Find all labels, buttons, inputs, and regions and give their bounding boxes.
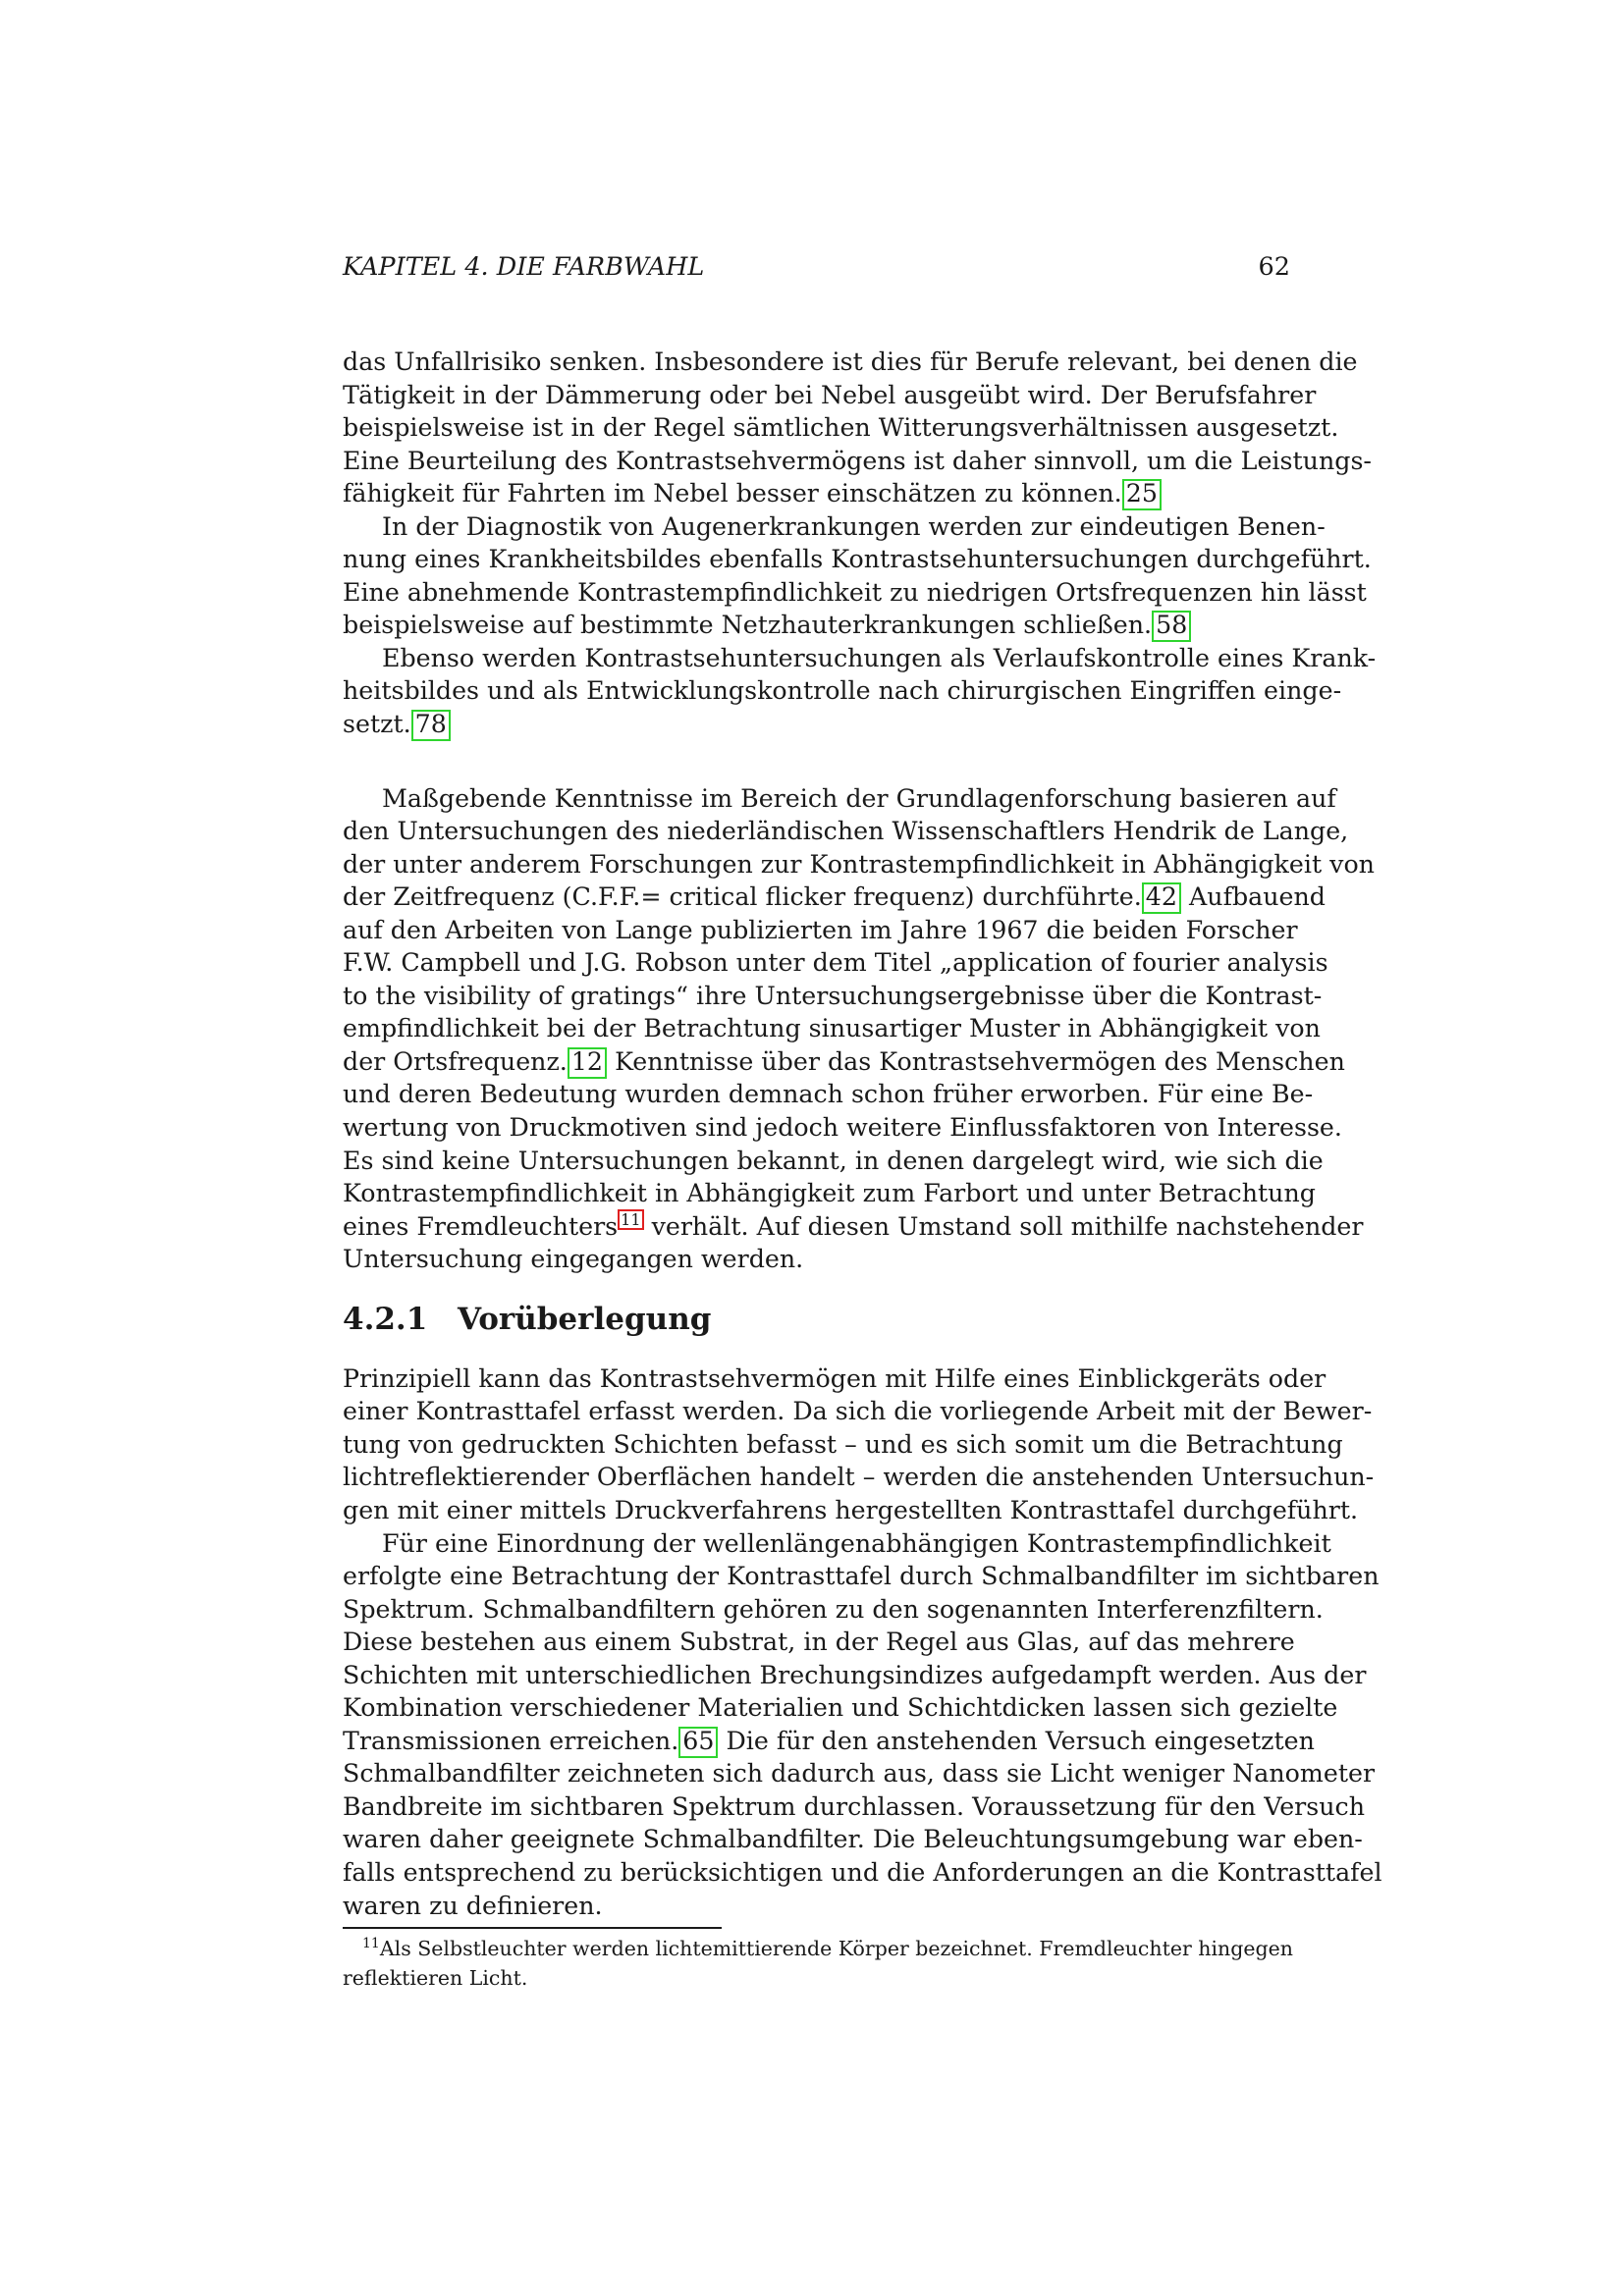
footnote-text-line: reflektieren Licht. — [343, 1966, 528, 1990]
text-line — [343, 1177, 1316, 1210]
footnote-rule — [343, 1927, 722, 1929]
text-line — [343, 445, 1372, 478]
text-segment: der Ortsfrequenz. — [343, 1046, 568, 1076]
footnote-number: 11 — [362, 1936, 380, 1951]
page-number: 62 — [1258, 252, 1290, 282]
text-segment: Eine Beurteilung des Kontrastsehvermögens ist daher sinnvoll, um die Leistungs- — [343, 446, 1372, 475]
text-line — [343, 642, 1377, 675]
citation-link[interactable]: 78 — [411, 710, 451, 741]
text-segment: Bandbreite im sichtbaren Spektrum durchlassen. Voraussetzung für den Versuch — [343, 1791, 1366, 1821]
text-segment: Schmalbandfilter zeichneten sich dadurch aus, dass sie Licht weniger Nanometer — [343, 1759, 1376, 1789]
text-line — [343, 1012, 1321, 1045]
text-line — [343, 1428, 1343, 1462]
text-segment: Aufbauend — [1180, 882, 1326, 912]
text-segment: der unter anderem Forschungen zur Kontrastempfindlichkeit in Abhängigkeit von — [343, 849, 1375, 879]
text-line — [343, 1209, 1364, 1244]
text-segment: Die für den anstehenden Versuch eingesetzten — [718, 1726, 1315, 1755]
text-line — [343, 379, 1317, 412]
text-segment: den Untersuchungen des niederländischen Wissenschaftlers Hendrik de Lange, — [343, 817, 1349, 846]
text-line — [343, 674, 1342, 708]
text-segment: lichtreflektierender Oberflächen handelt – werden die anstehenden Untersuchun- — [343, 1463, 1375, 1492]
paragraph — [343, 642, 1377, 741]
text-line — [343, 708, 1290, 741]
paragraph — [343, 782, 1375, 1276]
citation-link[interactable]: 25 — [1122, 479, 1162, 510]
text-line — [343, 848, 1375, 881]
text-line — [343, 1461, 1375, 1494]
text-segment: Diese bestehen aus einem Substrat, in der Regel aus Glas, auf das mehrere — [343, 1628, 1295, 1657]
text-segment: F.W. Campbell und J.G. Robson unter dem Titel „application of fourier analysis — [343, 948, 1328, 978]
text-segment: Maßgebende Kenntnisse im Bereich der Grundlagenforschung basieren auf — [382, 783, 1336, 813]
text-segment: erfolgte eine Betrachtung der Kontrasttafel durch Schmalbandfilter im sichtbaren — [343, 1562, 1380, 1591]
text-segment: Schichten mit unterschiedlichen Brechungsindizes aufgedampft werden. Aus der — [343, 1660, 1367, 1689]
text-line — [343, 1243, 1290, 1276]
text-segment: beispielsweise ist in der Regel sämtlichen Witterungsverhältnissen ausgesetzt. — [343, 413, 1339, 443]
text-line — [343, 1560, 1380, 1593]
text-segment: Kombination verschiedener Materialien und Schichtdicken lassen sich gezielte — [343, 1693, 1338, 1723]
text-line — [343, 1078, 1314, 1111]
text-segment: to the visibility of gratings“ ihre Untersuchungsergebnisse über die Kontrast- — [343, 981, 1323, 1010]
text-line — [343, 510, 1326, 544]
text-line — [343, 543, 1372, 576]
text-line — [343, 1145, 1324, 1178]
text-line — [343, 980, 1323, 1013]
chapter-title: KAPITEL 4. DIE FARBWAHL — [343, 252, 705, 282]
text-line — [343, 1494, 1359, 1527]
text-line — [343, 1790, 1366, 1824]
body-text — [343, 346, 1382, 1922]
text-line — [343, 1856, 1382, 1890]
section-heading — [343, 1300, 1290, 1345]
text-segment: empfindlichkeit bei der Betrachtung sinusartiger Muster in Abhängigkeit von — [343, 1014, 1321, 1043]
text-line — [343, 815, 1349, 848]
text-segment: beispielsweise auf bestimmte Netzhauterkrankungen schließen. — [343, 611, 1153, 640]
text-segment: Tätigkeit in der Dämmerung oder bei Nebel ausgeübt wird. Der Berufsfahrer — [343, 380, 1317, 409]
footnote — [343, 1936, 1293, 1992]
citation-link[interactable]: 65 — [678, 1727, 718, 1758]
text-segment: einer Kontrasttafel erfasst werden. Da sich die vorliegende Arbeit mit der Bewer- — [343, 1397, 1373, 1426]
footnote-link[interactable]: 11 — [618, 1209, 643, 1230]
text-line — [343, 1725, 1315, 1758]
paragraph-gap — [343, 741, 1290, 782]
text-line — [343, 914, 1298, 947]
text-line — [343, 411, 1339, 445]
paragraph — [343, 510, 1372, 642]
text-line — [343, 782, 1336, 816]
text-segment: heitsbildes und als Entwicklungskontrolle nach chirurgischen Eingriffen einge- — [343, 676, 1342, 706]
text-segment: auf den Arbeiten von Lange publizierten im Jahre 1967 die beiden Forscher — [343, 915, 1298, 944]
citation-link[interactable]: 42 — [1142, 882, 1181, 914]
text-segment: Es sind keine Untersuchungen bekannt, in denen dargelegt wird, wie sich die — [343, 1146, 1324, 1175]
text-line — [343, 1045, 1345, 1079]
text-line — [343, 1527, 1331, 1561]
text-segment: der Zeitfrequenz (C.F.F.= critical flicker frequenz) durchführte. — [343, 882, 1142, 912]
text-segment: waren daher geeignete Schmalbandfilter. Die Beleuchtungsumgebung war eben- — [343, 1825, 1363, 1854]
text-segment: falls entsprechend zu berücksichtigen und die Anforderungen an die Kontrasttafel — [343, 1857, 1382, 1887]
paragraph — [343, 1362, 1375, 1527]
text-line — [343, 1395, 1373, 1428]
section-number: 4.2.1 — [343, 1301, 428, 1337]
citation-link[interactable]: 58 — [1152, 611, 1191, 642]
text-line — [343, 609, 1290, 642]
text-line — [343, 576, 1367, 610]
text-segment: Eine abnehmende Kontrastempfindlichkeit zu niedrigen Ortsfrequenzen hin lässt — [343, 577, 1367, 607]
text-segment: das Unfallrisiko senken. Insbesondere ist dies für Berufe relevant, bei denen die — [343, 347, 1358, 376]
text-segment: gen mit einer mittels Druckverfahrens hergestellten Kontrasttafel durchgeführt. — [343, 1495, 1359, 1524]
text-line — [343, 1626, 1295, 1659]
text-segment: verhält. Auf diesen Umstand soll mithilfe nachstehender — [643, 1211, 1364, 1241]
text-segment: Prinzipiell kann das Kontrastsehvermögen mit Hilfe eines Einblickgeräts oder — [343, 1363, 1326, 1393]
text-line — [343, 1659, 1367, 1692]
text-segment: eines Fremdleuchters — [343, 1211, 619, 1241]
text-line — [343, 1111, 1342, 1145]
text-segment: waren zu definieren. — [343, 1891, 603, 1920]
text-line — [343, 346, 1358, 379]
text-line — [343, 477, 1290, 510]
text-segment: und deren Bedeutung wurden demnach schon früher erworben. Für eine Be- — [343, 1080, 1314, 1109]
text-line — [343, 881, 1326, 914]
paragraph — [343, 1527, 1382, 1923]
text-line — [343, 1757, 1376, 1790]
text-line — [343, 1362, 1326, 1396]
text-segment: Transmissionen erreichen. — [343, 1726, 679, 1755]
paragraph — [343, 346, 1372, 510]
text-segment: Ebenso werden Kontrastsehuntersuchungen als Verlaufskontrolle eines Krank- — [382, 643, 1377, 672]
text-segment: wertung von Druckmotiven sind jedoch weitere Einflussfaktoren von Interesse. — [343, 1113, 1342, 1143]
text-segment: nung eines Krankheitsbildes ebenfalls Kontrastsehuntersuchungen durchgeführt. — [343, 545, 1372, 574]
text-line — [343, 1890, 1290, 1923]
citation-link[interactable]: 12 — [568, 1047, 607, 1079]
text-segment: Für eine Einordnung der wellenlängenabhängigen Kontrastempfindlichkeit — [382, 1528, 1331, 1558]
text-segment: Spektrum. Schmalbandfiltern gehören zu den sogenannten Interferenzfiltern. — [343, 1594, 1324, 1624]
running-head — [343, 251, 1290, 283]
text-segment: setzt. — [343, 710, 411, 739]
text-segment: Untersuchung eingegangen werden. — [343, 1245, 804, 1274]
text-segment: fähigkeit für Fahrten im Nebel besser einschätzen zu können. — [343, 479, 1122, 508]
text-segment: Kontrastempfindlichkeit in Abhängigkeit zum Farbort und unter Betrachtung — [343, 1179, 1316, 1208]
text-line — [343, 1593, 1324, 1627]
text-segment: In der Diagnostik von Augenerkrankungen werden zur eindeutigen Benen- — [382, 511, 1326, 541]
text-line — [343, 946, 1328, 980]
section-title: Vorüberlegung — [458, 1301, 712, 1337]
footnote-text-line: Als Selbstleuchter werden lichtemittierende Körper bezeichnet. Fremdleuchter hingegen — [379, 1937, 1293, 1960]
text-segment: Kenntnisse über das Kontrastsehvermögen des Menschen — [607, 1046, 1345, 1076]
text-line — [343, 1691, 1338, 1725]
text-line — [343, 1823, 1363, 1856]
text-segment: tung von gedruckten Schichten befasst – und es sich somit um die Betrachtung — [343, 1429, 1343, 1459]
